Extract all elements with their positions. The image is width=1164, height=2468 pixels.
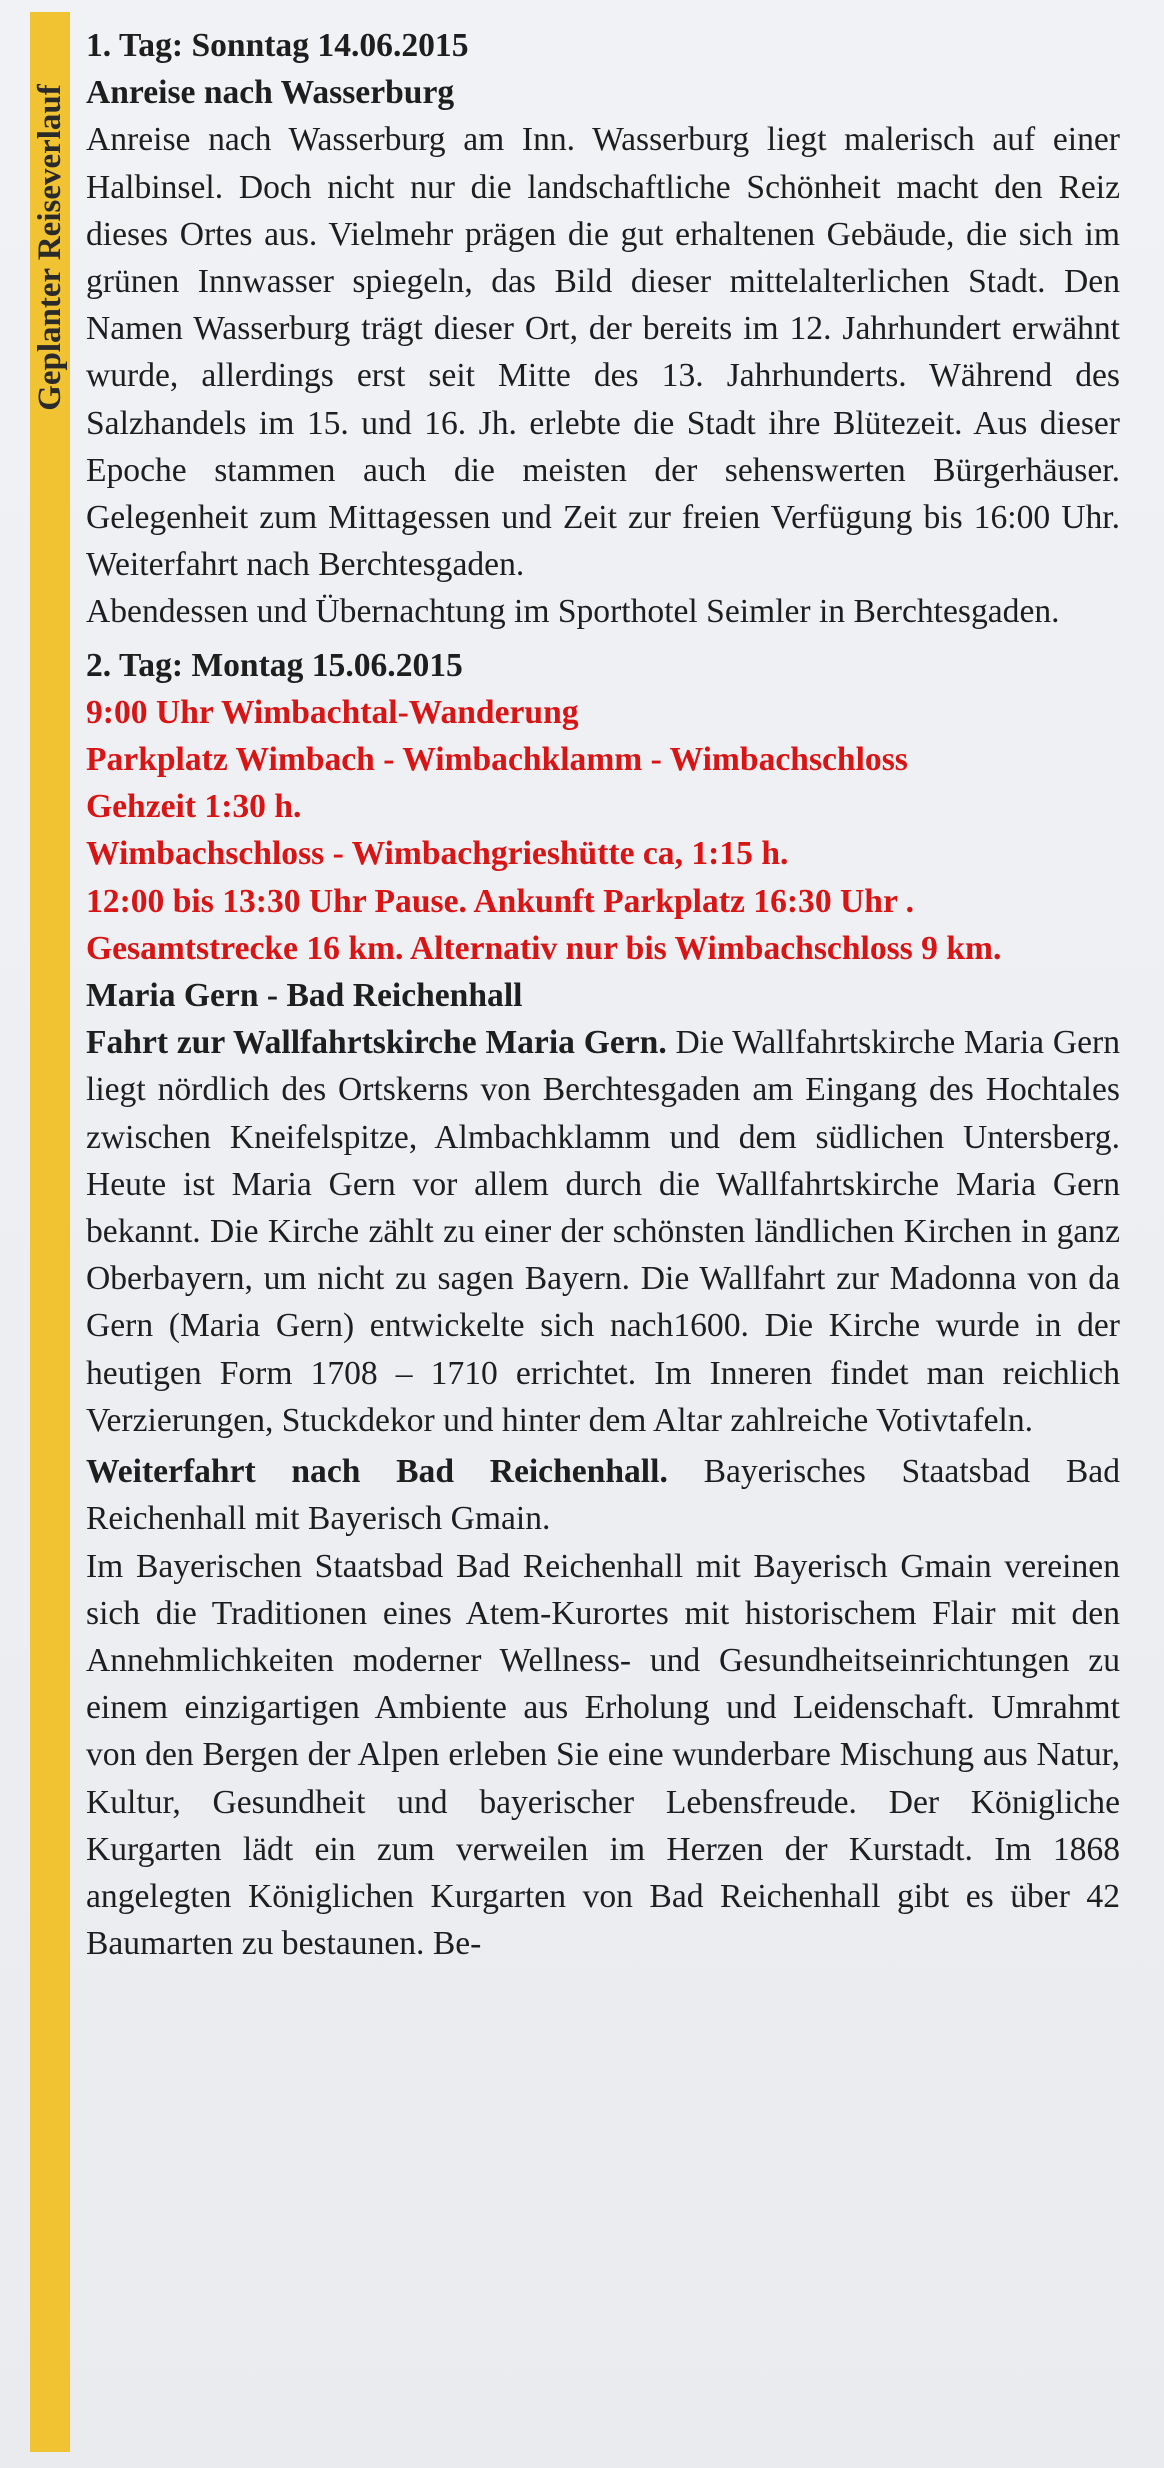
itinerary-content <box>86 22 1120 1967</box>
sidebar-label: Geplanter Reiseverlauf <box>31 83 68 411</box>
reichenhall-lead: Weiterfahrt nach Bad Reichenhall. <box>86 1453 668 1491</box>
hike-line: Gehzeit 1:30 h. <box>86 788 302 826</box>
day1-subheading: Anreise nach Wasserburg <box>86 74 455 112</box>
day1-paragraph: Anreise nach Wasserburg am Inn. Wasserburg liegt malerisch auf einer Halbinsel. Doch nicht nur die landschaftliche Schönheit macht den Reiz dieses Ortes aus. Vielmehr prägen die gut erhaltenen Gebäude, die sich im grünen Innwasser spiegeln, das Bild dieser mittelalterlichen Stadt. Den Namen Wasserburg trägt dieser Ort, der bereits im 12. Jahrhundert erwähnt wurde, allerdings erst seit Mitte des 13. Jahrhunderts. Während des Salzhandels im 15. und 16. Jh. erlebte die Stadt ihre Blütezeit. Aus dieser Epoche stammen auch die meisten der sehenswerten Bürgerhäuser. Gelegenheit zum Mittagessen und Zeit zur freien Verfügung bis 16:00 Uhr. Weiterfahrt nach Berchtesgaden. <box>86 121 1120 584</box>
sidebar-label-box <box>30 12 70 482</box>
maria-gern-text: Die Wallfahrtskirche Maria Gern liegt nördlich des Ortskerns von Berchtesgaden am Eingang des Hochtales zwischen Kneifelspitze, Almbachklamm und dem südlichen Untersberg. Heute ist Maria Gern vor allem durch die Wallfahrtskirche Maria Gern bekannt. Die Kirche zählt zu einer der schönsten ländlichen Kirchen in ganz Oberbayern, um nicht zu sagen Bayern. Die Wallfahrt zur Madonna von da Gern (Maria Gern) entwickelte sich nach1600. Die Kirche wurde in der heutigen Form 1708 – 1710 errichtet. Im Inneren findet man reichlich Verzierungen, Stuckdekor und hinter dem Altar zahlreiche Votivtafeln. <box>86 1024 1120 1439</box>
hike-line: Parkplatz Wimbach - Wimbachklamm - Wimbachschloss <box>86 741 908 779</box>
maria-gern-paragraph <box>86 1019 1120 1444</box>
day1-dinner-paragraph: Abendessen und Übernachtung im Sporthotel Seimler in Berchtesgaden. <box>86 593 1060 631</box>
reichenhall-intro <box>86 1448 1120 1542</box>
hike-line: Wimbachschloss - Wimbachgrieshütte ca, 1:15 h. <box>86 835 789 873</box>
day1-heading: 1. Tag: Sonntag 14.06.2015 <box>86 27 469 64</box>
reichenhall-paragraph: Im Bayerischen Staatsbad Bad Reichenhall mit Bayerisch Gmain vereinen sich die Traditionen eines Atem-Kurortes mit historischem Flair mit den Annehmlichkeiten moderner Wellness- und Gesundheitseinrichtungen zu einem einzigartigen Ambiente aus Erholung und Leidenschaft. Umrahmt von den Bergen der Alpen erleben Sie eine wunderbare Mischung aus Natur, Kultur, Gesundheit und bayerischer Lebensfreude. Der Königliche Kurgarten lädt ein zum verweilen im Herzen der Kurstadt. Im 1868 angelegten Königlichen Kurgarten von Bad Reichenhall gibt es über 42 Baumarten zu bestaunen. Be- <box>86 1547 1120 1963</box>
hike-line: 12:00 bis 13:30 Uhr Pause. Ankunft Parkplatz 16:30 Uhr . <box>86 882 915 920</box>
hike-info <box>86 689 1120 972</box>
reichenhall-text: Bayerisches Staatsbad Bad Reichenhall mit Bayerisch Gmain. <box>86 1453 1120 1538</box>
maria-gern-lead: Fahrt zur Wallfahrtskirche Maria Gern. <box>86 1024 667 1062</box>
route-heading: Maria Gern - Bad Reichenhall <box>86 977 523 1015</box>
day2-heading: 2. Tag: Montag 15.06.2015 <box>86 646 463 684</box>
hike-line: 9:00 Uhr Wimbachtal-Wanderung <box>86 693 579 731</box>
hike-line: Gesamtstrecke 16 km. Alternativ nur bis Wimbachschloss 9 km. <box>86 929 1002 967</box>
